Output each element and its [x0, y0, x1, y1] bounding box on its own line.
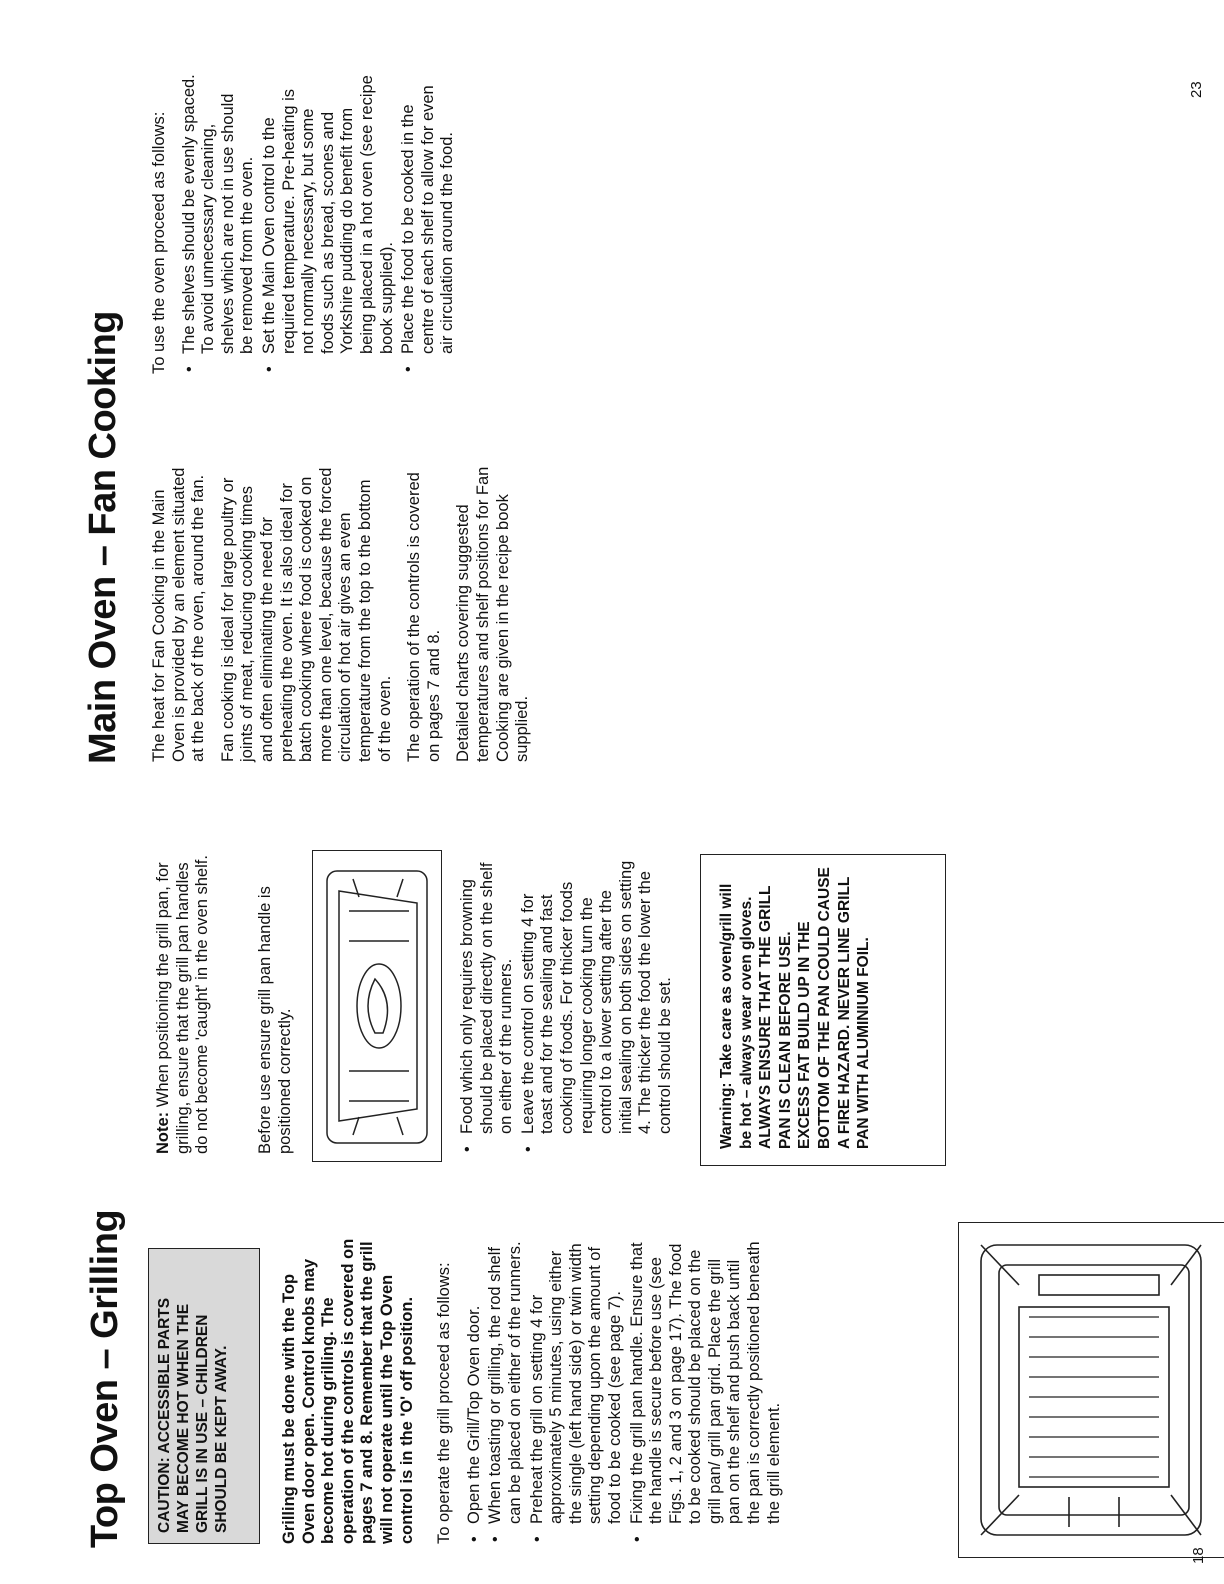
caution-box	[148, 1248, 260, 1544]
bullet-icon: •	[180, 366, 198, 372]
bullet-icon: •	[519, 1146, 537, 1152]
grilling-column-2b	[256, 854, 305, 1154]
grilling-column-2c	[458, 854, 678, 1154]
fan-cooking-paragraph: The heat for Fan Cooking in the Main Oven is provided by an element situated at the back of the oven, around the fan.	[150, 467, 208, 762]
caution-line: MAY BECOME HOT WHEN THE	[175, 1303, 192, 1533]
fan-cooking-column-2	[150, 74, 460, 374]
grilling-tips-list	[458, 854, 676, 1154]
caution-line: GRILL IS IN USE – CHILDREN	[194, 1314, 211, 1533]
list-item: • The shelves should be evenly spaced. To avoid unnecessary cleaning, shelves which are not in use should be removed from the oven.	[179, 74, 257, 372]
list-item: • Food which only requires browning should be placed directly on the shelf on either of the runners.	[458, 862, 516, 1152]
grilling-operate-intro: To operate the grill proceed as follows:	[435, 1262, 454, 1544]
list-item: • When toasting or grilling, the rod shelf can be placed on either of the runners.	[486, 1241, 524, 1542]
page-number-left: 18	[1190, 1547, 1207, 1564]
bullet-icon: •	[528, 1536, 546, 1542]
bullet-icon: •	[459, 1146, 476, 1152]
fan-cooking-column-1	[150, 462, 543, 762]
fan-cooking-paragraph: Fan cooking is ideal for large poultry or joints of meat, reducing cooking times and often eliminating the need for preheating the oven. It is also ideal for batch cooking where food is cooked on more than one level, because the forced circulation of hot air gives an even temperature from the top to the bottom of the oven.	[218, 467, 394, 762]
caution-line: CAUTION: ACCESSIBLE PARTS	[156, 1297, 173, 1533]
bullet-icon: •	[628, 1536, 646, 1542]
grill-compartment-figure	[958, 1222, 1224, 1558]
bullet-icon: •	[260, 366, 278, 372]
list-item: • Leave the control on setting 4 for toast and for the sealing and fast cooking of foods. For thicker foods requiring longer cooking turn the control to a lower setting after the initial sealing on both sides on setting 4. The thicker the food the lower the control should be set.	[518, 860, 674, 1152]
fan-cooking-steps-list	[180, 74, 458, 374]
list-item: • Set the Main Oven control to the required temperature. Pre-heating is not normally necessary, but some foods such as bread, scones and Yorkshire pudding do benefit from being placed in a hot oven (see recipe book supplied).	[259, 75, 396, 372]
caution-line: SHOULD BE KEPT AWAY.	[213, 1345, 230, 1533]
bullet-icon: •	[465, 1536, 483, 1542]
bullet-icon: •	[400, 366, 418, 372]
list-item: • Open the Grill/Top Oven door.	[464, 1305, 483, 1542]
fan-cooking-paragraph: Detailed charts covering suggested temperatures and shelf positions for Fan Cooking are given in the recipe book supplied.	[454, 466, 532, 762]
page-number-right: 23	[1188, 81, 1205, 98]
grill-pan-note: Note: When positioning the grill pan, for grilling, ensure that the grill pan handles do not become 'caught' in the oven shelf.	[154, 855, 212, 1154]
grill-compartment-icon	[959, 1223, 1224, 1557]
list-item: • Fixing the grill pan handle. Ensure that the handle is secure before use (see Figs. 1, 2 and 3 on page 17). The food to be cooked should be placed on the grill pan/ grill pan grid. Place the grill pan on the shelf and push back until the pan is correctly positioned beneath the grill element.	[627, 1241, 783, 1542]
grill-warning-text: Warning: Take care as oven/grill will be hot – always wear oven gloves. ALWAYS ENSURE THAT THE GRILL PAN IS CLEAN BEFORE USE. EXCESS FAT BUILD UP IN THE BOTTOM OF THE PAN COULD CAUSE A FIRE HAZARD. NEVER LINE GRILL PAN WITH ALUMINIUM FOIL.	[718, 867, 873, 1149]
top-oven-grilling-title: Top Oven – Grilling	[84, 1209, 126, 1548]
list-item: • Preheat the grill on setting 4 for approximately 5 minutes, using either the single (left hand side) or twin width setting depending upon the amount of food to be cooked (see page 7).	[527, 1243, 624, 1542]
grill-pan-figure	[312, 850, 442, 1162]
grilling-column-1	[280, 1234, 786, 1544]
bullet-icon: •	[487, 1536, 505, 1542]
list-item: • Place the food to be cooked in the centre of each shelf to allow for even air circulation around the food.	[399, 85, 457, 372]
grill-warning-box	[700, 854, 946, 1166]
grill-pan-handle-text: Before use ensure grill pan handle is positioned correctly.	[256, 886, 294, 1154]
fan-cooking-use-intro: To use the oven proceed as follows:	[150, 111, 168, 374]
grill-pan-icon	[313, 851, 441, 1161]
fan-cooking-paragraph: The operation of the controls is covered on pages 7 and 8.	[405, 472, 443, 762]
grilling-steps-list	[465, 1234, 785, 1544]
grilling-column-2	[154, 854, 223, 1154]
grilling-bold-intro: Grilling must be done with the Top Oven door open. Control knobs may become hot during grilling. The operation of the controls is covered on pages 7 and 8. Remember that the grill will not operate until the Top Oven control is in the 'O' off position.	[280, 1238, 416, 1544]
main-oven-fan-cooking-title: Main Oven – Fan Cooking	[82, 311, 124, 764]
